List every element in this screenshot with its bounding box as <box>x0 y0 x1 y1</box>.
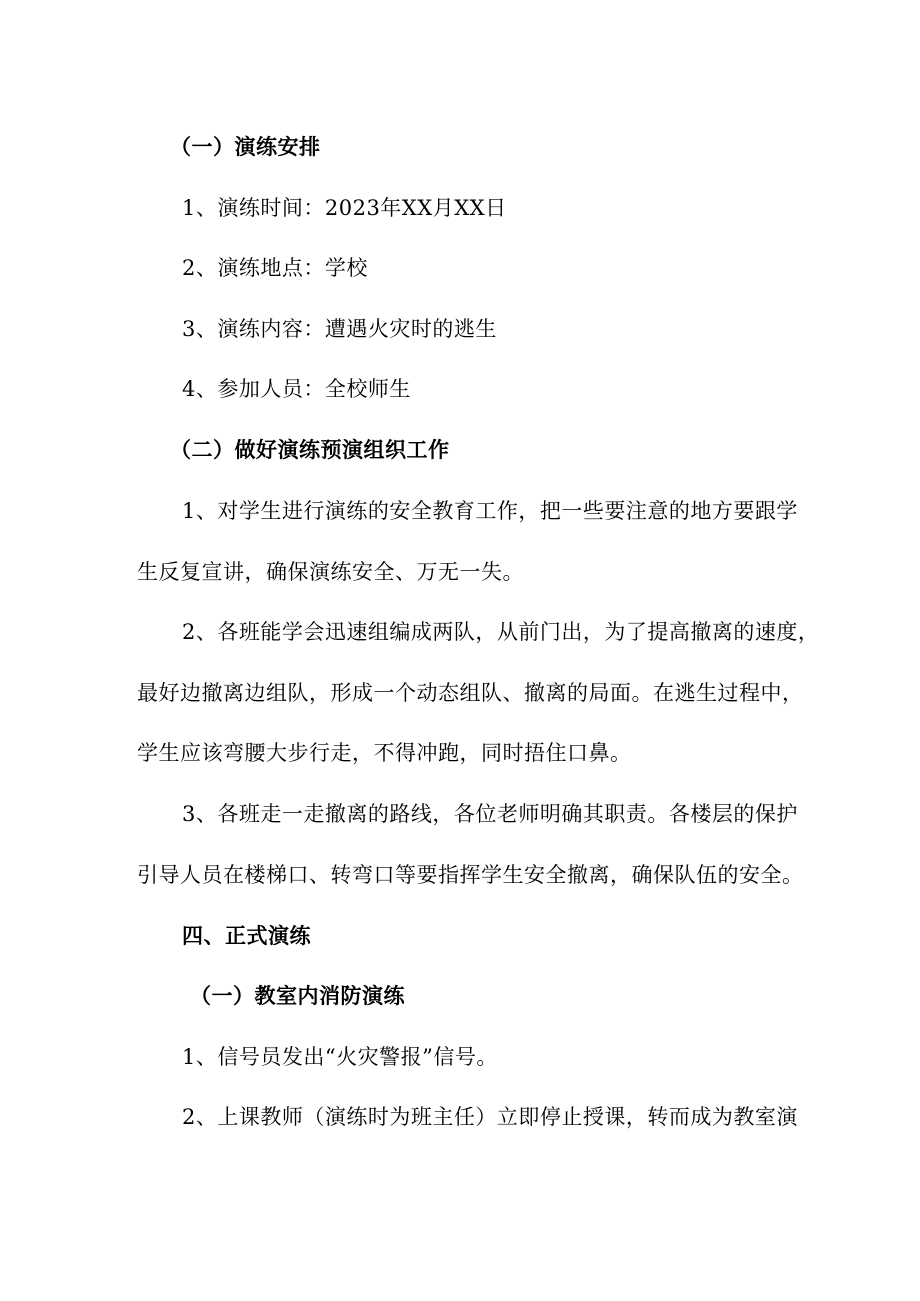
paragraph-line: 2、上课教师（演练时为班主任）立即停止授课，转而成为教室演 <box>182 1105 798 1129</box>
list-item-drill-time: 1、演练时间：2023年XX月XX日 <box>182 196 507 220</box>
list-item-drill-content: 3、演练内容：遭遇火灾时的逃生 <box>182 317 497 341</box>
section-heading-preparation: （二）做好演练预演组织工作 <box>170 437 450 462</box>
paragraph-line: 引导人员在楼梯口、转弯口等要指挥学生安全撤离，确保队伍的安全。 <box>137 863 804 887</box>
paragraph-line: 2、各班能学会迅速组编成两队，从前门出，为了提高撤离的速度， <box>182 620 820 644</box>
paragraph-line: 生反复宣讲，确保演练安全、万无一失。 <box>137 560 524 584</box>
list-item-participants: 4、参加人员：全校师生 <box>182 377 411 401</box>
paragraph-line: 1、信号员发出“火灾警报”信号。 <box>182 1045 498 1069</box>
section-heading-classroom-drill: （一）教室内消防演练 <box>190 983 405 1008</box>
paragraph-line: 最好边撤离边组队，形成一个动态组队、撤离的局面。在逃生过程中， <box>137 681 804 705</box>
paragraph-line: 学生应该弯腰大步行走，不得冲跑，同时捂住口鼻。 <box>137 741 632 765</box>
section-heading-formal-drill: 四、正式演练 <box>182 923 311 948</box>
list-item-drill-location: 2、演练地点：学校 <box>182 256 368 280</box>
paragraph-line: 1、对学生进行演练的安全教育工作，把一些要注意的地方要跟学 <box>182 499 798 523</box>
paragraph-line: 3、各班走一走撤离的路线，各位老师明确其职责。各楼层的保护 <box>182 802 798 826</box>
section-heading-drill-arrangement: （一）演练安排 <box>170 134 321 159</box>
